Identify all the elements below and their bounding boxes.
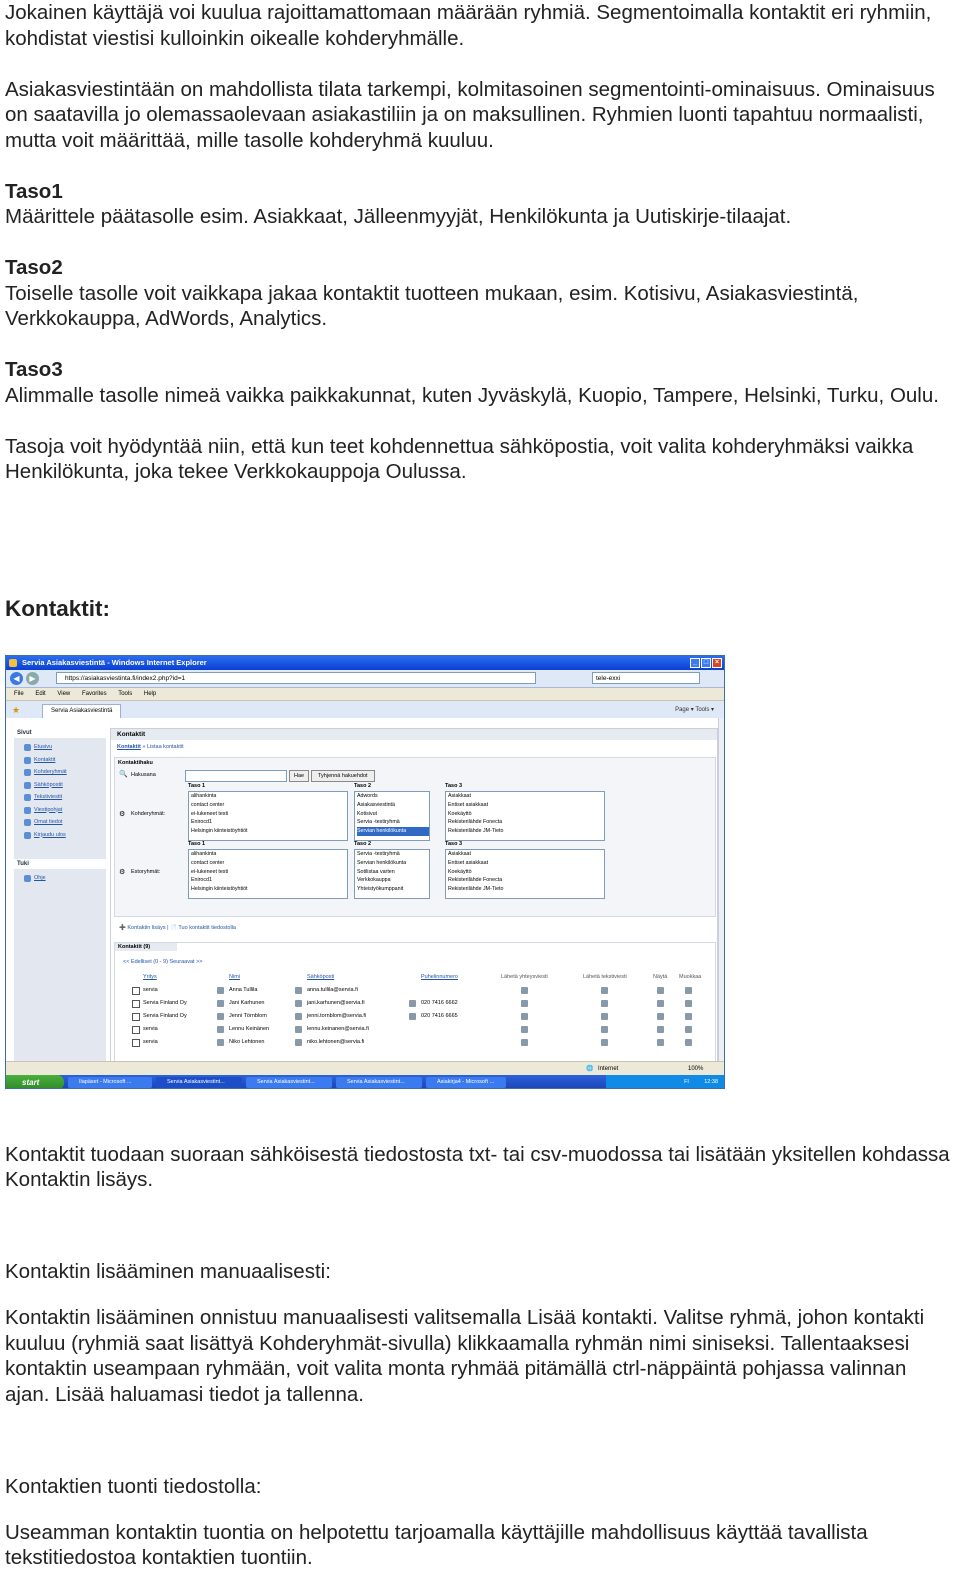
- taso1-heading: Taso1: [5, 179, 63, 203]
- cell-company: Servia Finland Oy: [143, 1000, 187, 1006]
- import-heading: Kontaktien tuonti tiedostolla:: [5, 1474, 262, 1498]
- block-groups-icon: ⚙: [119, 869, 126, 876]
- list-item[interactable]: Servian henkilökunta: [357, 859, 407, 866]
- send-contact-icon[interactable]: [521, 1039, 528, 1046]
- taskbar-item-3[interactable]: Servia Asiakasviestint...: [246, 1077, 332, 1088]
- row-checkbox[interactable]: [132, 1000, 140, 1008]
- list-item[interactable]: Yhteistyökumppanit: [357, 886, 404, 893]
- phone-icon: [409, 1013, 416, 1020]
- col-send-sms: Lähetä tekstiviesti: [583, 974, 627, 980]
- col-edit: Muokkaa: [679, 974, 702, 980]
- back-icon[interactable]: ◀: [10, 672, 23, 685]
- cell-name: Lennu Keinänen: [229, 1026, 270, 1032]
- breadcrumb: [111, 740, 717, 754]
- import-text: Useamman kontaktin tuontia on helpotettu tarjoamalla käyttäjille mahdollisuus käyttää tavallista tekstitiedostoa kontaktien tuontiin.: [5, 1520, 868, 1569]
- cell-email: anna.tullila@servia.fi: [307, 987, 358, 993]
- magnifier-icon: 🔍: [119, 771, 128, 778]
- edit-icon[interactable]: [685, 1000, 692, 1007]
- block-level3-listbox[interactable]: [445, 849, 605, 899]
- menu-edit[interactable]: Edit: [35, 691, 46, 697]
- person-icon: [217, 1039, 224, 1046]
- window-titlebar: [6, 656, 724, 670]
- minimize-icon[interactable]: _: [690, 658, 700, 668]
- cell-company: servia: [143, 1039, 158, 1045]
- list-item[interactable]: Enirocd1: [191, 877, 212, 884]
- list-item[interactable]: ei-lukeneet testi: [191, 810, 229, 817]
- col-company[interactable]: Yritys: [143, 974, 157, 980]
- contact-search-panel: [114, 757, 716, 917]
- manual-add-heading: Kontaktin lisääminen manuaalisesti:: [5, 1260, 331, 1283]
- intro-paragraph-1: Jokainen käyttäjä voi kuulua rajoittamattomaan määrään ryhmiä. Segmentoimalla kontaktit eri ryhmiin, kohdistat viestisi kulloinkin oikealle kohderyhmälle.: [5, 1, 932, 50]
- taskbar-item-4[interactable]: Servia Asiakasviestint...: [336, 1077, 422, 1088]
- block-level1-listbox[interactable]: [188, 849, 348, 899]
- address-bar: [6, 670, 724, 688]
- email-icon: [295, 1000, 302, 1007]
- cell-name: Anna Tullila: [229, 987, 258, 993]
- vertical-scrollbar[interactable]: [718, 718, 725, 1061]
- edit-icon[interactable]: [685, 1013, 692, 1020]
- taso3-text: Alimmalle tasolle nimeä vaikka paikkakunnat, kuten Jyväskylä, Kuopio, Tampere, Helsinki, Turku, Oulu.: [5, 383, 939, 407]
- sidebar-item-viestipohjat[interactable]: Viestipohjat: [24, 804, 106, 817]
- embedded-screenshot: [5, 655, 725, 1089]
- zoom-level[interactable]: 100%: [688, 1066, 704, 1072]
- list-item[interactable]: Adwords: [357, 793, 378, 799]
- send-sms-icon[interactable]: [601, 1000, 608, 1007]
- phone-icon: [409, 1000, 416, 1007]
- view-icon[interactable]: [657, 1000, 664, 1007]
- add-contact-link[interactable]: Kontaktin lisäys: [127, 925, 166, 931]
- outro-paragraph-1: Kontaktit tuodaan suoraan sähköisestä tiedostosta txt- tai csv-muodossa tai lisätään yksitellen kohdassa Kontaktin lisäys.: [5, 1142, 950, 1191]
- forward-icon[interactable]: ▶: [26, 672, 39, 685]
- keyword-label: Hakusana: [131, 772, 156, 778]
- row-checkbox[interactable]: [132, 987, 140, 995]
- row-checkbox[interactable]: [132, 1013, 140, 1021]
- list-item[interactable]: Servia -testiryhmä: [357, 851, 400, 857]
- email-icon: [295, 987, 302, 994]
- table-row: [129, 1036, 709, 1049]
- intro-paragraph-2: Asiakasviestintään on mahdollista tilata tarkempi, kolmitasoinen segmentointi-ominaisuus. Ominaisuus on saatavilla jo olemassaolevaan asiakastiliin ja on maksullinen. Ryhmien luonti tapahtuu normaalisti, mutta voit määrittää, mille tasolle kohderyhmä kuuluu.: [5, 77, 935, 152]
- email-icon: [295, 1026, 302, 1033]
- cell-company: servia: [143, 987, 158, 993]
- list-item[interactable]: Verkkokauppa: [357, 877, 391, 884]
- menu-bar: [6, 688, 724, 701]
- intro-paragraph-3: Tasoja voit hyödyntää niin, että kun teet kohdennettua sähköpostia, voit valita kohderyhmäksi vaikka Henkilökunta, joka tekee Verkkokauppoja Oulussa.: [5, 434, 914, 483]
- block-level2-label: Taso 2: [354, 841, 372, 847]
- cell-name: Niko Lehtonen: [229, 1039, 265, 1045]
- window-title: Servia Asiakasviestintä - Windows Internet Explorer: [22, 658, 207, 667]
- target-groups-label: Kohderyhmät:: [131, 811, 166, 817]
- list-item[interactable]: Sotilistaa varten: [357, 868, 395, 875]
- list-item[interactable]: Rekisterilähde JM-Tieto: [448, 886, 504, 893]
- view-icon[interactable]: [657, 1039, 664, 1046]
- browser-tab[interactable]: Servia Asiakasviestintä: [42, 704, 121, 719]
- window-controls: [690, 658, 722, 668]
- send-sms-icon[interactable]: [601, 987, 608, 994]
- table-row: [129, 1023, 709, 1036]
- sidebar-item-ohje[interactable]: Ohje: [24, 872, 106, 885]
- row-checkbox[interactable]: [132, 1026, 140, 1034]
- import-contacts-link[interactable]: Tuo kontaktit tiedostolla: [178, 925, 236, 931]
- manual-add-text: Kontaktin lisääminen onnistuu manuaalisesti valitsemalla Lisää kontakti. Valitse ryhmä, johon kontakti kuuluu (ryhmiä saat lisättyä Kohderyhmät-sivulla) klikkaamalla ryhmän nimi siniseksi. Tallentaaksesi kontaktin useampaan ryhmään, voit valita monta ryhmää pitämällä ctrl-näppäintä pohjassa valinnan ajan. Lisää haluamasi tiedot ja tallenna.: [5, 1306, 925, 1406]
- document-body-bottom: [5, 1121, 955, 1591]
- taso2-heading: Taso2: [5, 256, 63, 279]
- menu-file[interactable]: File: [14, 691, 24, 697]
- taskbar-item-1[interactable]: Ilapäset - Microsoft ...: [68, 1077, 152, 1088]
- level1-label: Taso 1: [188, 783, 206, 789]
- col-name[interactable]: Nimi: [229, 974, 240, 980]
- main-header: Kontaktit: [111, 729, 717, 740]
- search-button[interactable]: Hae: [289, 770, 309, 782]
- list-item[interactable]: ei-lukeneet testi: [191, 868, 229, 875]
- sidebar-menu: [14, 738, 106, 841]
- list-item[interactable]: Asiakkaat: [448, 793, 471, 799]
- cell-company: servia: [143, 1026, 158, 1032]
- cell-phone: 020 7416 6662: [421, 1000, 458, 1006]
- list-item[interactable]: contact center: [191, 801, 225, 808]
- sidebar-support-menu: [14, 869, 106, 885]
- import-icon: 📄: [170, 925, 177, 931]
- results-panel: [114, 942, 716, 1062]
- add-contact-icon: ➕: [119, 925, 126, 931]
- sidebar-heading-pages: Sivut: [14, 728, 106, 738]
- send-contact-icon[interactable]: [521, 1026, 528, 1033]
- edit-icon[interactable]: [685, 987, 692, 994]
- list-item[interactable]: Koekäyttö: [448, 810, 472, 817]
- results-header: Kontaktit (9): [115, 943, 177, 951]
- list-item-selected[interactable]: Servian henkilökunta: [357, 827, 429, 836]
- edit-icon[interactable]: [685, 1026, 692, 1033]
- clock: 12:38: [704, 1079, 718, 1085]
- zone-status: Internet: [598, 1066, 619, 1072]
- table-row: [129, 984, 709, 997]
- section-title: Kontaktit:: [5, 596, 110, 621]
- taso3-heading: Taso3: [5, 358, 63, 381]
- menu-view[interactable]: View: [57, 691, 71, 697]
- table-row: [129, 1010, 709, 1023]
- command-bar-tools[interactable]: Page ▾ Tools ▾: [675, 707, 714, 713]
- view-icon[interactable]: [657, 987, 664, 994]
- view-icon[interactable]: [657, 1013, 664, 1020]
- cell-email: niko.lehtonen@servia.fi: [307, 1039, 365, 1045]
- main-panel: [110, 728, 718, 1063]
- sidebar-item-kohderyhmat[interactable]: Kohderyhmät: [24, 766, 106, 779]
- email-icon: [295, 1039, 302, 1046]
- send-sms-icon[interactable]: [601, 1026, 608, 1033]
- sidebar-item-kontaktit[interactable]: Kontaktit: [24, 754, 106, 767]
- language-indicator[interactable]: FI: [684, 1079, 689, 1085]
- person-icon: [217, 1013, 224, 1020]
- taskbar-item-2[interactable]: Servia Asiakasviestint...: [156, 1077, 242, 1088]
- person-icon: [217, 1026, 224, 1033]
- clear-search-button[interactable]: Tyhjennä hakuehdot: [311, 770, 375, 782]
- edit-icon[interactable]: [685, 1039, 692, 1046]
- sidebar-item-tekstiviestit[interactable]: Tekstiviestit: [24, 791, 106, 804]
- menu-favorites[interactable]: Favorites: [81, 691, 107, 697]
- search-input[interactable]: tele-exxi: [592, 672, 700, 684]
- keyword-input[interactable]: [185, 770, 287, 782]
- close-icon[interactable]: ×: [712, 658, 722, 668]
- cell-name: Jenni Törnblom: [229, 1013, 267, 1019]
- row-checkbox[interactable]: [132, 1039, 140, 1047]
- block-level3-label: Taso 3: [445, 841, 463, 847]
- block-level2-listbox[interactable]: [354, 849, 430, 899]
- col-phone[interactable]: Puhelinnumero: [421, 974, 458, 980]
- taso1-text: Määrittele päätasolle esim. Asiakkaat, Jälleenmyyjät, Henkilökunta ja Uutiskirje-tilaajat.: [5, 205, 792, 228]
- list-item[interactable]: Kotisivut: [357, 810, 378, 817]
- sidebar: [14, 728, 106, 1061]
- url-input[interactable]: https://asiakasviestinta.fi/index2.php?id=1: [56, 672, 536, 684]
- list-item[interactable]: contact center: [191, 859, 225, 866]
- table-row: [129, 997, 709, 1010]
- send-contact-icon[interactable]: [521, 1013, 528, 1020]
- list-item[interactable]: Helsingin kiinteistöyhtiöt: [191, 886, 248, 893]
- level2-label: Taso 2: [354, 783, 372, 789]
- cell-email: jenni.tornblom@servia.fi: [307, 1013, 367, 1019]
- list-item[interactable]: Rekisterilähde JM-Tieto: [448, 828, 504, 835]
- sidebar-heading-support: Tuki: [14, 859, 106, 869]
- globe-icon: 🌐: [586, 1066, 594, 1072]
- favorites-star-icon[interactable]: ★: [12, 705, 21, 715]
- page-viewport: [6, 718, 718, 1061]
- breadcrumb-root[interactable]: Kontaktit: [117, 744, 141, 750]
- email-icon: [295, 1013, 302, 1020]
- block-level1-label: Taso 1: [188, 841, 206, 847]
- cell-company: Servia Finland Oy: [143, 1013, 187, 1019]
- level2-listbox[interactable]: [354, 791, 430, 841]
- list-item[interactable]: Asiakasviestintä: [357, 801, 395, 808]
- sidebar-item-sahkopostit[interactable]: Sähköpostit: [24, 779, 106, 792]
- list-item[interactable]: Asiakkaat: [448, 851, 471, 857]
- list-item[interactable]: Entiset asiakkaat: [448, 859, 489, 866]
- level3-listbox[interactable]: [445, 791, 605, 841]
- status-bar: [6, 1061, 725, 1076]
- taskbar: [6, 1075, 725, 1089]
- taskbar-item-5[interactable]: Asiakirja4 - Microsoft ...: [426, 1077, 506, 1088]
- send-contact-icon[interactable]: [521, 1000, 528, 1007]
- pager[interactable]: << Edelliset (0 - 9) Seuraavat >>: [123, 959, 203, 965]
- ie-window-icon: [9, 659, 17, 667]
- list-item[interactable]: Helsingin kiinteistöyhtiöt: [191, 828, 248, 835]
- menu-help[interactable]: Help: [143, 691, 157, 697]
- breadcrumb-current: » Listaa kontaktit: [140, 744, 184, 750]
- person-icon: [217, 1000, 224, 1007]
- list-item[interactable]: Rekisterilähde Fonecta: [448, 819, 503, 826]
- cell-phone: 020 7416 6665: [421, 1013, 458, 1019]
- maximize-icon[interactable]: □: [701, 658, 711, 668]
- sidebar-item-kirjaudu-ulos[interactable]: Kirjaudu ulos: [24, 829, 106, 842]
- groups-icon: ⚙: [119, 811, 126, 818]
- list-item[interactable]: Enirocd1: [191, 819, 212, 826]
- document-body-top: [5, 0, 955, 485]
- cell-email: lennu.keinanen@servia.fi: [307, 1026, 369, 1032]
- search-panel-title: Kontaktihaku: [118, 760, 153, 766]
- list-item[interactable]: Koekäyttö: [448, 868, 472, 875]
- sidebar-item-etusivu[interactable]: Etusivu: [24, 741, 106, 754]
- list-item[interactable]: Rekisterilähde Fonecta: [448, 877, 503, 884]
- level3-label: Taso 3: [445, 783, 463, 789]
- taso2-text: Toiselle tasolle voit vaikkapa jakaa kontaktit tuotteen mukaan, esim. Kotisivu, Asiakasviestintä, Verkkokauppa, AdWords, Analytics.: [5, 281, 859, 330]
- col-email[interactable]: Sähköposti: [307, 974, 335, 980]
- send-sms-icon[interactable]: [601, 1013, 608, 1020]
- menu-tools[interactable]: Tools: [118, 691, 133, 697]
- block-groups-label: Estoryhmät:: [131, 869, 161, 875]
- cell-name: Jani Karhunen: [229, 1000, 265, 1006]
- col-show: Näytä: [653, 974, 668, 980]
- contact-actions: ➕ Kontaktin lisäys | 📄 Tuo kontaktit tiedostolla: [119, 925, 236, 931]
- list-item[interactable]: Entiset asiakkaat: [448, 801, 489, 808]
- send-sms-icon[interactable]: [601, 1039, 608, 1046]
- list-item[interactable]: Servia -testiryhmä: [357, 819, 400, 826]
- table-header-row: [129, 971, 709, 984]
- list-item[interactable]: alihankinta: [191, 793, 217, 799]
- start-button[interactable]: start: [6, 1075, 64, 1089]
- system-tray: [606, 1075, 725, 1089]
- cell-email: jani.karhunen@servia.fi: [307, 1000, 365, 1006]
- list-item[interactable]: alihankinta: [191, 851, 217, 857]
- sidebar-item-omat-tiedot[interactable]: Omat tiedot: [24, 816, 106, 829]
- view-icon[interactable]: [657, 1026, 664, 1033]
- col-send-contact: Lähetä yhteysviesti: [501, 974, 548, 980]
- person-icon: [217, 987, 224, 994]
- level1-listbox[interactable]: [188, 791, 348, 841]
- send-contact-icon[interactable]: [521, 987, 528, 994]
